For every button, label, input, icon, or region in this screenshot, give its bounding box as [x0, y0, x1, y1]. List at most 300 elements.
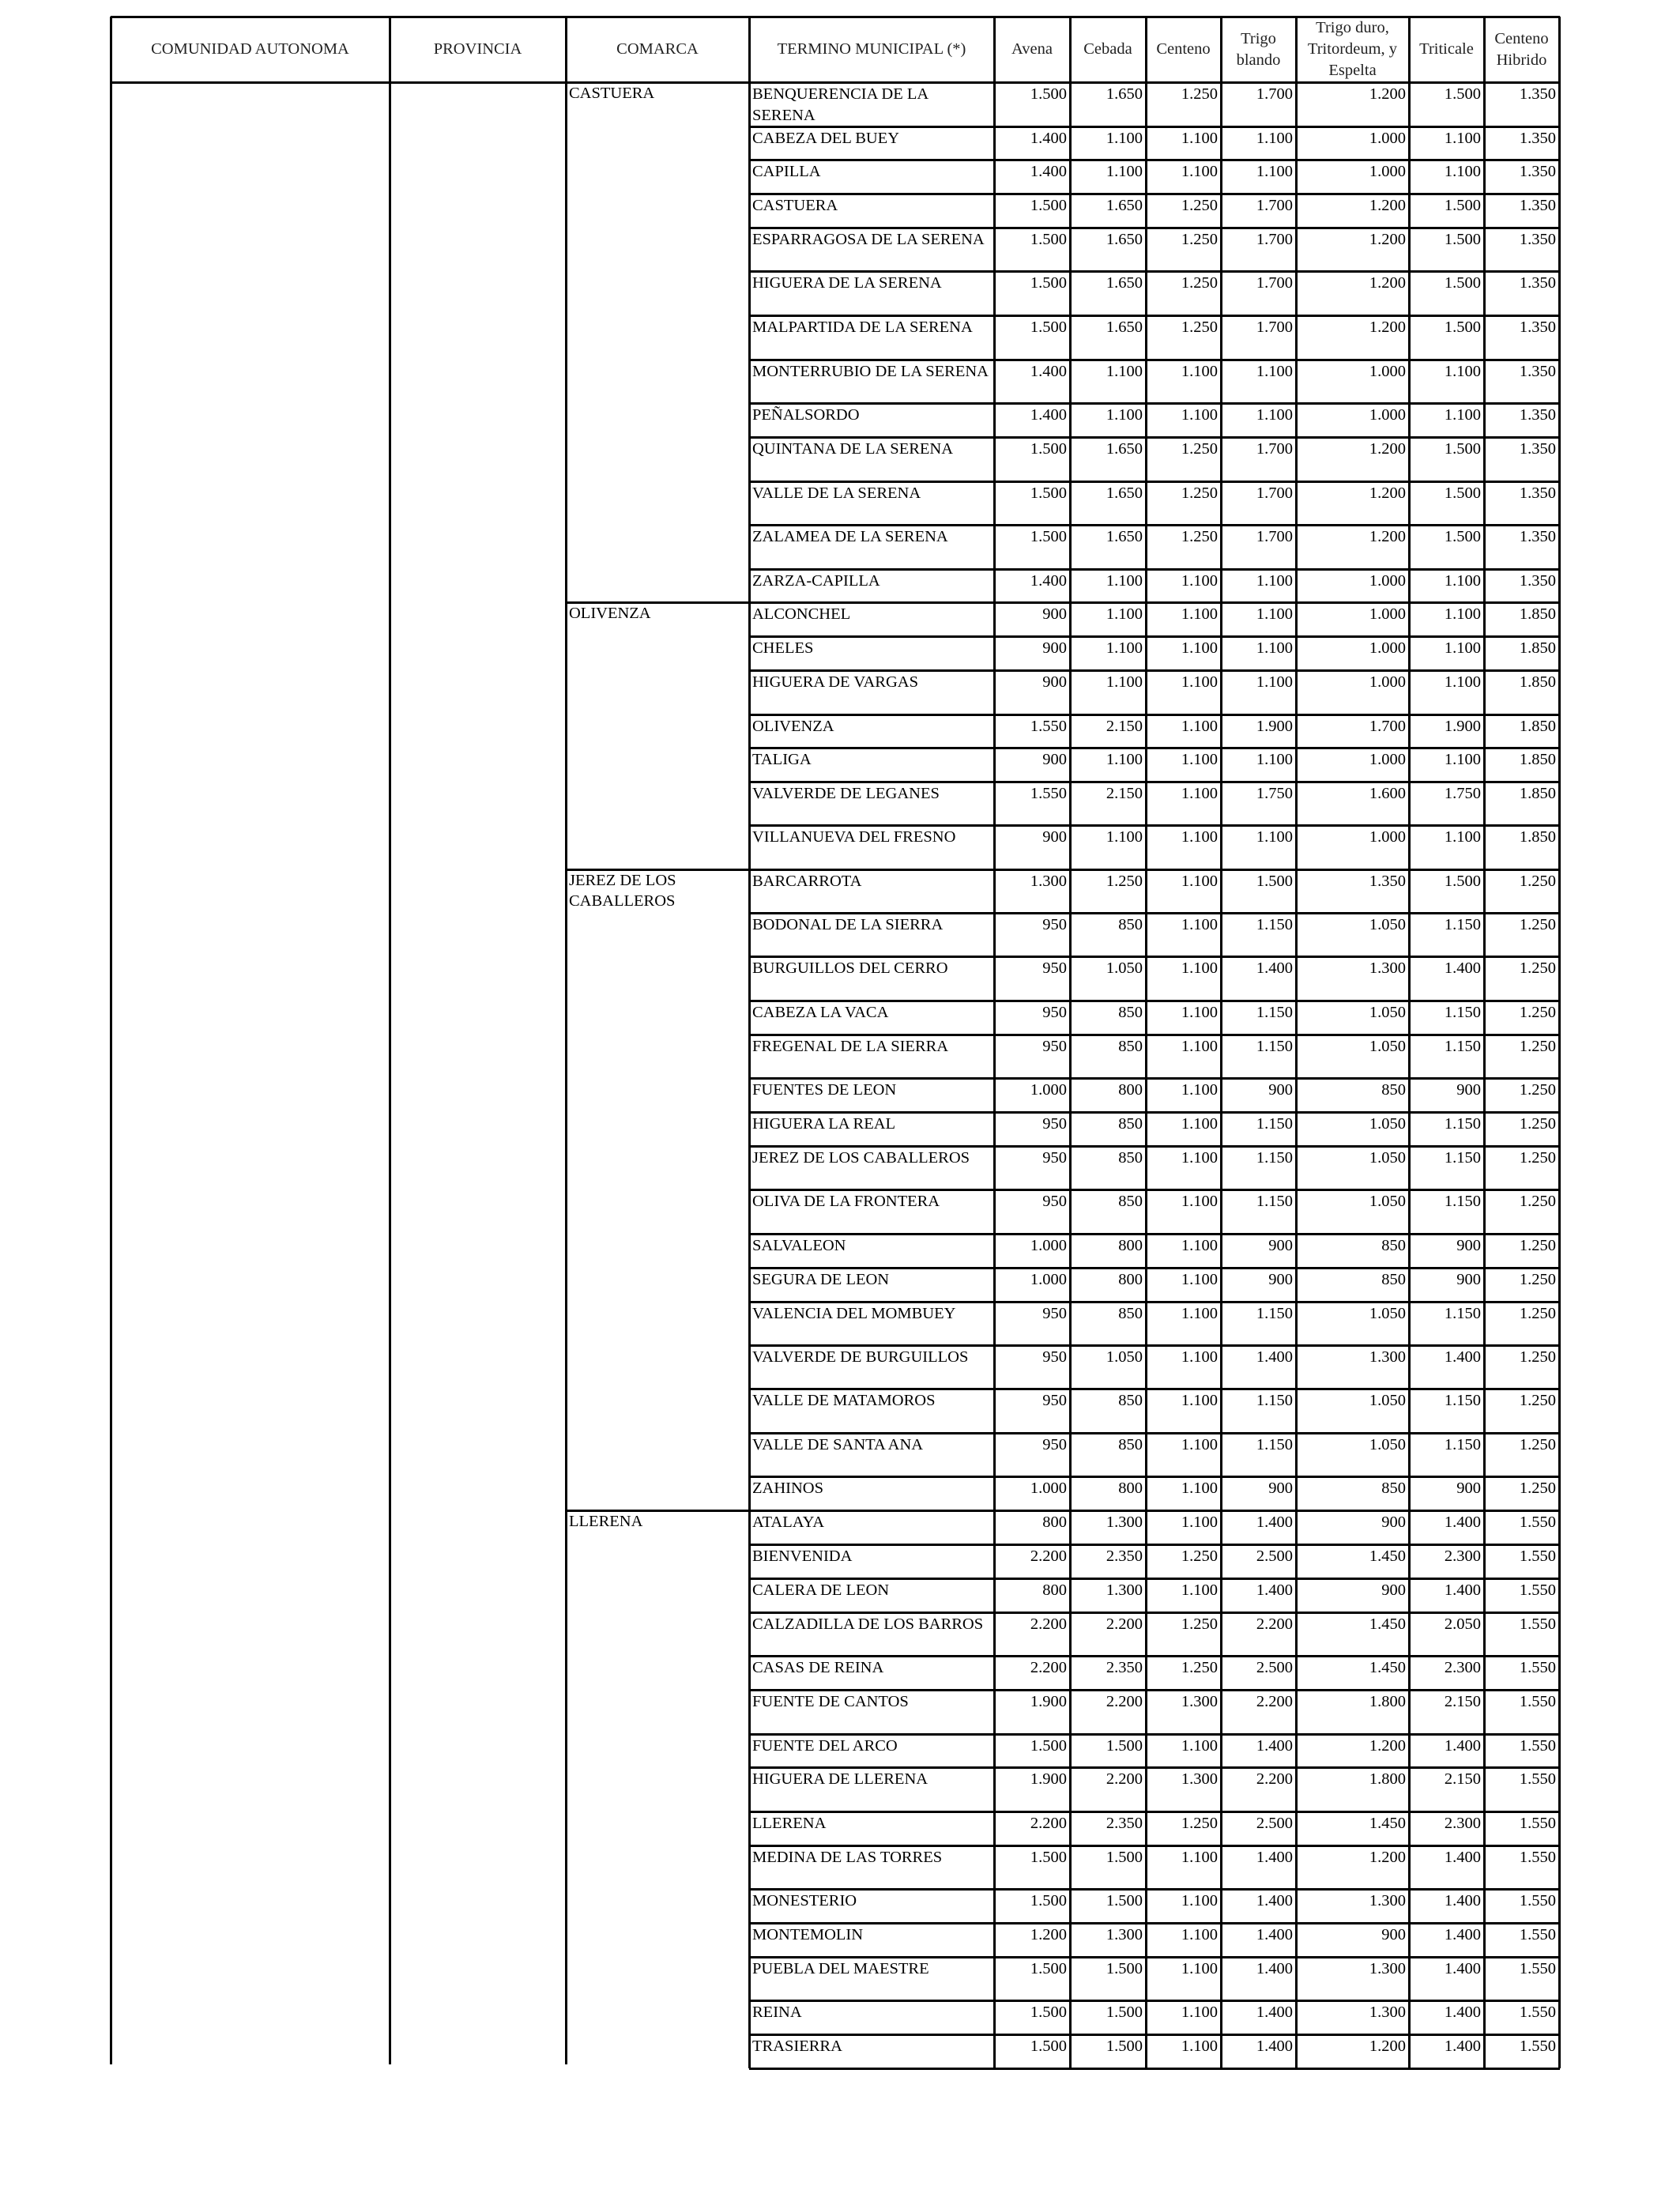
value-cell: 2.200: [1256, 1770, 1293, 1788]
value-cell: 1.650: [1106, 528, 1143, 545]
value-cell: 1.050: [1106, 959, 1143, 977]
value-cell: 1.000: [1030, 1081, 1067, 1099]
termino-municipal: HIGUERA DE LA SERENA: [752, 274, 942, 292]
value-cell: 1.250: [1519, 959, 1556, 977]
value-cell: 800: [1118, 1237, 1143, 1254]
value-cell: 1.000: [1369, 673, 1406, 691]
value-cell: 2.150: [1106, 785, 1143, 802]
value-cell: 1.250: [1181, 85, 1218, 103]
value-cell: 1.100: [1181, 605, 1218, 623]
termino-municipal: HIGUERA LA REAL: [752, 1115, 896, 1133]
value-cell: 2.300: [1444, 1547, 1481, 1565]
value-cell: 1.100: [1106, 828, 1143, 846]
value-cell: 1.100: [1181, 2004, 1218, 2021]
value-cell: 1.100: [1181, 1892, 1218, 1909]
value-cell: 1.250: [1181, 197, 1218, 214]
value-cell: 850: [1118, 1392, 1143, 1409]
value-cell: 1.650: [1106, 484, 1143, 502]
value-cell: 900: [1042, 673, 1067, 691]
value-cell: 1.250: [1181, 484, 1218, 502]
termino-municipal: CABEZA DEL BUEY: [752, 130, 900, 147]
value-cell: 1.400: [1256, 1926, 1293, 1943]
value-cell: 1.700: [1256, 231, 1293, 248]
value-cell: 850: [1381, 1480, 1406, 1497]
value-cell: 1.350: [1519, 484, 1556, 502]
value-cell: 2.500: [1256, 1659, 1293, 1676]
value-cell: 1.500: [1030, 1849, 1067, 1866]
header-provincia: PROVINCIA: [433, 40, 522, 58]
value-cell: 850: [1118, 1436, 1143, 1453]
value-cell: 1.000: [1369, 130, 1406, 147]
value-cell: 1.500: [1444, 440, 1481, 458]
value-cell: 1.300: [1369, 1960, 1406, 1977]
value-cell: 1.150: [1444, 1193, 1481, 1210]
value-cell: 1.050: [1369, 1193, 1406, 1210]
value-cell: 1.500: [1444, 528, 1481, 545]
value-cell: 1.250: [1519, 1392, 1556, 1409]
termino-municipal: MEDINA DE LAS TORRES: [752, 1849, 943, 1866]
value-cell: 1.100: [1444, 406, 1481, 424]
value-cell: 1.050: [1369, 1436, 1406, 1453]
value-cell: 850: [1118, 1004, 1143, 1021]
value-cell: 1.700: [1256, 319, 1293, 336]
value-cell: 1.300: [1030, 873, 1067, 890]
value-cell: 1.100: [1256, 130, 1293, 147]
header-column-rule: [1145, 17, 1147, 82]
value-cell: 1.100: [1444, 673, 1481, 691]
value-cell: 1.400: [1256, 1960, 1293, 1977]
value-cell: 900: [1268, 1480, 1293, 1497]
value-cell: 2.200: [1030, 1659, 1067, 1676]
value-cell: 1.100: [1181, 1849, 1218, 1866]
value-cell: 1.550: [1519, 2004, 1556, 2021]
value-cell: 1.700: [1256, 528, 1293, 545]
value-cell: 1.050: [1369, 1038, 1406, 1055]
value-cell: 2.300: [1444, 1659, 1481, 1676]
value-cell: 1.850: [1519, 605, 1556, 623]
value-cell: 2.300: [1444, 1815, 1481, 1832]
value-cell: 1.250: [1519, 1038, 1556, 1055]
value-cell: 950: [1042, 1149, 1067, 1167]
value-cell: 950: [1042, 1115, 1067, 1133]
value-cell: 1.100: [1256, 363, 1293, 380]
value-cell: 950: [1042, 1392, 1067, 1409]
value-cell: 1.350: [1519, 363, 1556, 380]
header-cebada: Cebada: [1083, 40, 1132, 58]
value-cell: 1.400: [1256, 2004, 1293, 2021]
termino-municipal: BIENVENIDA: [752, 1547, 853, 1565]
value-cell: 900: [1042, 639, 1067, 657]
termino-municipal: CALERA DE LEON: [752, 1581, 890, 1599]
value-cell: 1.500: [1030, 440, 1067, 458]
value-cell: 1.550: [1519, 1770, 1556, 1788]
value-cell: 1.500: [1030, 231, 1067, 248]
header-column-rule: [1220, 17, 1222, 82]
value-cell: 1.100: [1181, 130, 1218, 147]
value-cell: 1.150: [1256, 1436, 1293, 1453]
value-cell: 1.350: [1519, 231, 1556, 248]
value-cell: 1.550: [1519, 1615, 1556, 1633]
termino-municipal: SEGURA DE LEON: [752, 1271, 890, 1288]
termino-municipal: ATALAYA: [752, 1514, 824, 1531]
value-cell: 1.400: [1444, 1960, 1481, 1977]
value-cell: 1.000: [1369, 751, 1406, 768]
value-cell: 1.100: [1181, 1480, 1218, 1497]
termino-municipal: VALENCIA DEL MOMBUEY: [752, 1305, 956, 1322]
value-cell: 1.350: [1519, 319, 1556, 336]
value-cell: 1.400: [1444, 2038, 1481, 2055]
value-cell: 1.150: [1256, 1193, 1293, 1210]
value-cell: 1.250: [1181, 319, 1218, 336]
value-cell: 1.250: [1181, 1615, 1218, 1633]
value-cell: 1.350: [1519, 163, 1556, 180]
value-cell: 900: [1042, 828, 1067, 846]
value-cell: 1.400: [1256, 2038, 1293, 2055]
comarca-label: JEREZ DE LOS CABALLEROS: [569, 872, 676, 910]
termino-municipal: REINA: [752, 2004, 802, 2021]
value-cell: 1.800: [1369, 1693, 1406, 1710]
value-cell: 1.000: [1030, 1237, 1067, 1254]
value-cell: 1.500: [1030, 1960, 1067, 1977]
body-bottom-border: [749, 2068, 1560, 2070]
termino-municipal: CAPILLA: [752, 163, 821, 180]
value-cell: 1.300: [1106, 1926, 1143, 1943]
value-cell: 900: [1268, 1271, 1293, 1288]
value-cell: 900: [1268, 1081, 1293, 1099]
value-cell: 800: [1042, 1514, 1067, 1531]
termino-municipal: CABEZA LA VACA: [752, 1004, 889, 1021]
value-cell: 1.550: [1030, 718, 1067, 735]
value-cell: 1.350: [1519, 197, 1556, 214]
value-cell: 1.700: [1256, 484, 1293, 502]
value-cell: 1.850: [1519, 639, 1556, 657]
value-cell: 1.400: [1256, 1348, 1293, 1366]
termino-municipal: MONTEMOLIN: [752, 1926, 864, 1943]
value-cell: 1.500: [1444, 197, 1481, 214]
value-cell: 850: [1118, 1115, 1143, 1133]
value-cell: 1.650: [1106, 231, 1143, 248]
header-comarca: COMARCA: [616, 40, 699, 58]
termino-municipal: CASAS DE REINA: [752, 1659, 884, 1676]
value-cell: 1.100: [1256, 751, 1293, 768]
value-cell: 1.150: [1256, 1149, 1293, 1167]
value-cell: 1.050: [1106, 1348, 1143, 1366]
termino-column-rule: [748, 82, 751, 2068]
value-cell: 1.400: [1444, 2004, 1481, 2021]
value-cell: 1.250: [1181, 231, 1218, 248]
value-cell: 1.200: [1369, 528, 1406, 545]
value-cell: 1.900: [1030, 1770, 1067, 1788]
value-cell: 1.200: [1030, 1926, 1067, 1943]
value-cell: 2.150: [1444, 1693, 1481, 1710]
value-cell: 1.500: [1106, 2038, 1143, 2055]
value-cell: 1.250: [1519, 1193, 1556, 1210]
value-cell: 1.750: [1256, 785, 1293, 802]
value-cell: 1.150: [1444, 1115, 1481, 1133]
header-column-rule: [1483, 17, 1486, 82]
value-cell: 1.150: [1444, 1038, 1481, 1055]
value-cell: 1.100: [1181, 1237, 1218, 1254]
value-cell: 1.500: [1030, 319, 1067, 336]
value-cell: 950: [1042, 1193, 1067, 1210]
value-cell: 1.400: [1256, 1892, 1293, 1909]
value-cell: 1.300: [1369, 959, 1406, 977]
value-cell: 1.100: [1181, 785, 1218, 802]
value-cell: 850: [1118, 1038, 1143, 1055]
value-cell: 1.100: [1181, 1115, 1218, 1133]
value-cell: 1.050: [1369, 916, 1406, 933]
value-cell: 1.500: [1444, 873, 1481, 890]
value-cell: 1.400: [1030, 163, 1067, 180]
value-cell: 1.250: [1181, 440, 1218, 458]
value-cell: 1.100: [1181, 2038, 1218, 2055]
value-cell: 2.350: [1106, 1815, 1143, 1832]
termino-municipal: VALLE DE LA SERENA: [752, 484, 921, 502]
termino-municipal: SALVALEON: [752, 1237, 846, 1254]
termino-municipal: MALPARTIDA DE LA SERENA: [752, 319, 973, 336]
value-cell: 1.200: [1369, 231, 1406, 248]
value-cell: 1.150: [1256, 1004, 1293, 1021]
termino-municipal: PEÑALSORDO: [752, 406, 860, 424]
value-cell: 1.250: [1519, 1115, 1556, 1133]
value-cell: 1.550: [1030, 785, 1067, 802]
value-cell: 1.500: [1030, 2004, 1067, 2021]
value-cell: 1.100: [1444, 605, 1481, 623]
value-cell: 1.600: [1369, 785, 1406, 802]
value-cell: 850: [1118, 916, 1143, 933]
value-cell: 1.300: [1106, 1581, 1143, 1599]
value-cell: 1.250: [1519, 1305, 1556, 1322]
value-cell: 1.450: [1369, 1659, 1406, 1676]
value-cell: 2.350: [1106, 1547, 1143, 1565]
value-cell: 1.250: [1519, 1149, 1556, 1167]
value-cell: 1.400: [1444, 1348, 1481, 1366]
value-cell: 1.500: [1106, 1737, 1143, 1755]
value-column-rule: [1558, 82, 1561, 2068]
termino-municipal: VALVERDE DE BURGUILLOS: [752, 1348, 969, 1366]
value-cell: 1.650: [1106, 274, 1143, 292]
value-cell: 1.100: [1106, 130, 1143, 147]
value-cell: 1.850: [1519, 785, 1556, 802]
value-cell: 1.400: [1444, 1849, 1481, 1866]
termino-municipal: MONTERRUBIO DE LA SERENA: [752, 363, 989, 380]
value-cell: 2.200: [1256, 1693, 1293, 1710]
termino-municipal: TRASIERRA: [752, 2038, 842, 2055]
value-cell: 1.750: [1444, 785, 1481, 802]
header-column-rule: [1069, 17, 1072, 82]
termino-municipal: VILLANUEVA DEL FRESNO: [752, 828, 956, 846]
value-cell: 1.500: [1256, 873, 1293, 890]
value-cell: 1.100: [1181, 406, 1218, 424]
value-cell: 1.400: [1444, 1892, 1481, 1909]
value-cell: 1.400: [1256, 1737, 1293, 1755]
value-cell: 1.650: [1106, 440, 1143, 458]
header-termino: TERMINO MUNICIPAL (*): [777, 40, 966, 58]
value-cell: 2.500: [1256, 1815, 1293, 1832]
value-cell: 1.100: [1181, 1305, 1218, 1322]
termino-municipal: OLIVENZA: [752, 718, 834, 735]
header-triticale: Triticale: [1419, 40, 1474, 58]
value-cell: 1.500: [1444, 231, 1481, 248]
value-cell: 900: [1456, 1237, 1481, 1254]
value-cell: 1.050: [1369, 1004, 1406, 1021]
value-cell: 1.150: [1256, 1115, 1293, 1133]
value-cell: 1.400: [1256, 959, 1293, 977]
header-column-rule: [993, 17, 996, 82]
value-cell: 1.200: [1369, 319, 1406, 336]
value-cell: 1.500: [1106, 1892, 1143, 1909]
value-cell: 1.900: [1256, 718, 1293, 735]
value-cell: 1.300: [1369, 2004, 1406, 2021]
value-cell: 950: [1042, 916, 1067, 933]
value-cell: 1.550: [1519, 2038, 1556, 2055]
value-cell: 1.500: [1030, 274, 1067, 292]
value-cell: 1.900: [1444, 718, 1481, 735]
value-cell: 1.350: [1519, 85, 1556, 103]
value-cell: 1.500: [1106, 2004, 1143, 2021]
value-cell: 1.250: [1519, 1004, 1556, 1021]
value-cell: 1.550: [1519, 1737, 1556, 1755]
value-cell: 1.700: [1369, 718, 1406, 735]
termino-municipal: BARCARROTA: [752, 873, 862, 890]
termino-municipal: FUENTES DE LEON: [752, 1081, 897, 1099]
value-cell: 1.000: [1369, 572, 1406, 590]
value-cell: 1.250: [1181, 1659, 1218, 1676]
value-cell: 2.200: [1256, 1615, 1293, 1633]
value-cell: 800: [1118, 1081, 1143, 1099]
termino-municipal: VALLE DE SANTA ANA: [752, 1436, 924, 1453]
value-cell: 850: [1118, 1193, 1143, 1210]
termino-municipal: QUINTANA DE LA SERENA: [752, 440, 954, 458]
value-cell: 1.100: [1106, 163, 1143, 180]
value-cell: 1.100: [1181, 828, 1218, 846]
value-cell: 1.500: [1030, 85, 1067, 103]
value-cell: 1.500: [1444, 85, 1481, 103]
value-cell: 1.250: [1519, 1081, 1556, 1099]
value-cell: 1.100: [1106, 673, 1143, 691]
comarca-label: CASTUERA: [569, 85, 655, 102]
value-cell: 950: [1042, 959, 1067, 977]
value-cell: 1.100: [1444, 363, 1481, 380]
value-cell: 1.400: [1444, 1514, 1481, 1531]
value-cell: 950: [1042, 1348, 1067, 1366]
value-cell: 1.200: [1369, 440, 1406, 458]
value-cell: 1.350: [1519, 130, 1556, 147]
value-cell: 1.800: [1369, 1770, 1406, 1788]
value-cell: 1.250: [1519, 1271, 1556, 1288]
value-cell: 1.050: [1369, 1115, 1406, 1133]
value-cell: 1.200: [1369, 484, 1406, 502]
termino-municipal: PUEBLA DEL MAESTRE: [752, 1960, 929, 1977]
value-cell: 1.100: [1181, 718, 1218, 735]
value-cell: 1.150: [1256, 916, 1293, 933]
value-cell: 1.100: [1181, 751, 1218, 768]
value-cell: 1.350: [1519, 572, 1556, 590]
value-cell: 1.450: [1369, 1547, 1406, 1565]
value-cell: 850: [1381, 1081, 1406, 1099]
value-cell: 1.550: [1519, 1693, 1556, 1710]
value-cell: 1.900: [1030, 1693, 1067, 1710]
header-trigo-duro: Trigo duro, Tritordeum, y Espelta: [1307, 19, 1398, 79]
value-cell: 1.850: [1519, 828, 1556, 846]
comarca-label: OLIVENZA: [569, 605, 651, 622]
value-cell: 1.200: [1369, 2038, 1406, 2055]
value-cell: 1.550: [1519, 1514, 1556, 1531]
termino-municipal: HIGUERA DE LLERENA: [752, 1770, 929, 1788]
termino-municipal: FUENTE DEL ARCO: [752, 1737, 898, 1755]
value-cell: 1.550: [1519, 1892, 1556, 1909]
termino-municipal: CASTUERA: [752, 197, 838, 214]
value-cell: 2.050: [1444, 1615, 1481, 1633]
value-cell: 1.100: [1256, 673, 1293, 691]
value-cell: 1.100: [1106, 751, 1143, 768]
value-cell: 2.200: [1030, 1815, 1067, 1832]
value-cell: 1.000: [1369, 639, 1406, 657]
value-cell: 2.350: [1106, 1659, 1143, 1676]
value-cell: 900: [1456, 1081, 1481, 1099]
value-cell: 950: [1042, 1038, 1067, 1055]
value-cell: 1.150: [1444, 1149, 1481, 1167]
value-cell: 900: [1381, 1581, 1406, 1599]
value-cell: 1.100: [1181, 959, 1218, 977]
value-cell: 1.000: [1369, 605, 1406, 623]
value-cell: 1.250: [1519, 916, 1556, 933]
value-cell: 1.000: [1369, 828, 1406, 846]
header-comunidad: COMUNIDAD AUTONOMA: [151, 40, 349, 58]
value-cell: 1.500: [1106, 1960, 1143, 1977]
value-cell: 900: [1042, 751, 1067, 768]
value-cell: 1.100: [1256, 639, 1293, 657]
value-cell: 1.150: [1256, 1305, 1293, 1322]
value-cell: 1.350: [1519, 440, 1556, 458]
value-cell: 900: [1268, 1237, 1293, 1254]
value-cell: 1.850: [1519, 751, 1556, 768]
value-cell: 1.100: [1181, 1271, 1218, 1288]
value-cell: 1.000: [1030, 1480, 1067, 1497]
value-cell: 1.400: [1256, 1581, 1293, 1599]
value-cell: 1.400: [1444, 1737, 1481, 1755]
value-cell: 1.250: [1519, 1436, 1556, 1453]
value-cell: 1.650: [1106, 85, 1143, 103]
termino-municipal: ESPARRAGOSA DE LA SERENA: [752, 231, 985, 248]
value-cell: 1.500: [1444, 274, 1481, 292]
value-cell: 1.850: [1519, 718, 1556, 735]
value-cell: 1.500: [1106, 1849, 1143, 1866]
termino-municipal: CHELES: [752, 639, 814, 657]
value-cell: 1.100: [1181, 916, 1218, 933]
termino-municipal: VALVERDE DE LEGANES: [752, 785, 940, 802]
header-column-rule: [389, 17, 391, 82]
value-cell: 1.700: [1256, 197, 1293, 214]
value-cell: 1.100: [1181, 572, 1218, 590]
value-cell: 1.500: [1444, 484, 1481, 502]
header-column-rule: [1295, 17, 1298, 82]
value-cell: 1.300: [1106, 1514, 1143, 1531]
value-cell: 2.150: [1106, 718, 1143, 735]
value-cell: 1.050: [1369, 1149, 1406, 1167]
value-cell: 2.500: [1256, 1547, 1293, 1565]
value-cell: 1.150: [1256, 1392, 1293, 1409]
header-column-rule: [110, 17, 112, 82]
value-cell: 1.100: [1256, 572, 1293, 590]
value-cell: 1.250: [1106, 873, 1143, 890]
value-cell: 1.400: [1030, 572, 1067, 590]
value-cell: 1.700: [1256, 440, 1293, 458]
value-cell: 1.500: [1030, 484, 1067, 502]
termino-municipal: ALCONCHEL: [752, 605, 851, 623]
value-cell: 1.550: [1519, 1659, 1556, 1676]
value-cell: 1.500: [1030, 2038, 1067, 2055]
